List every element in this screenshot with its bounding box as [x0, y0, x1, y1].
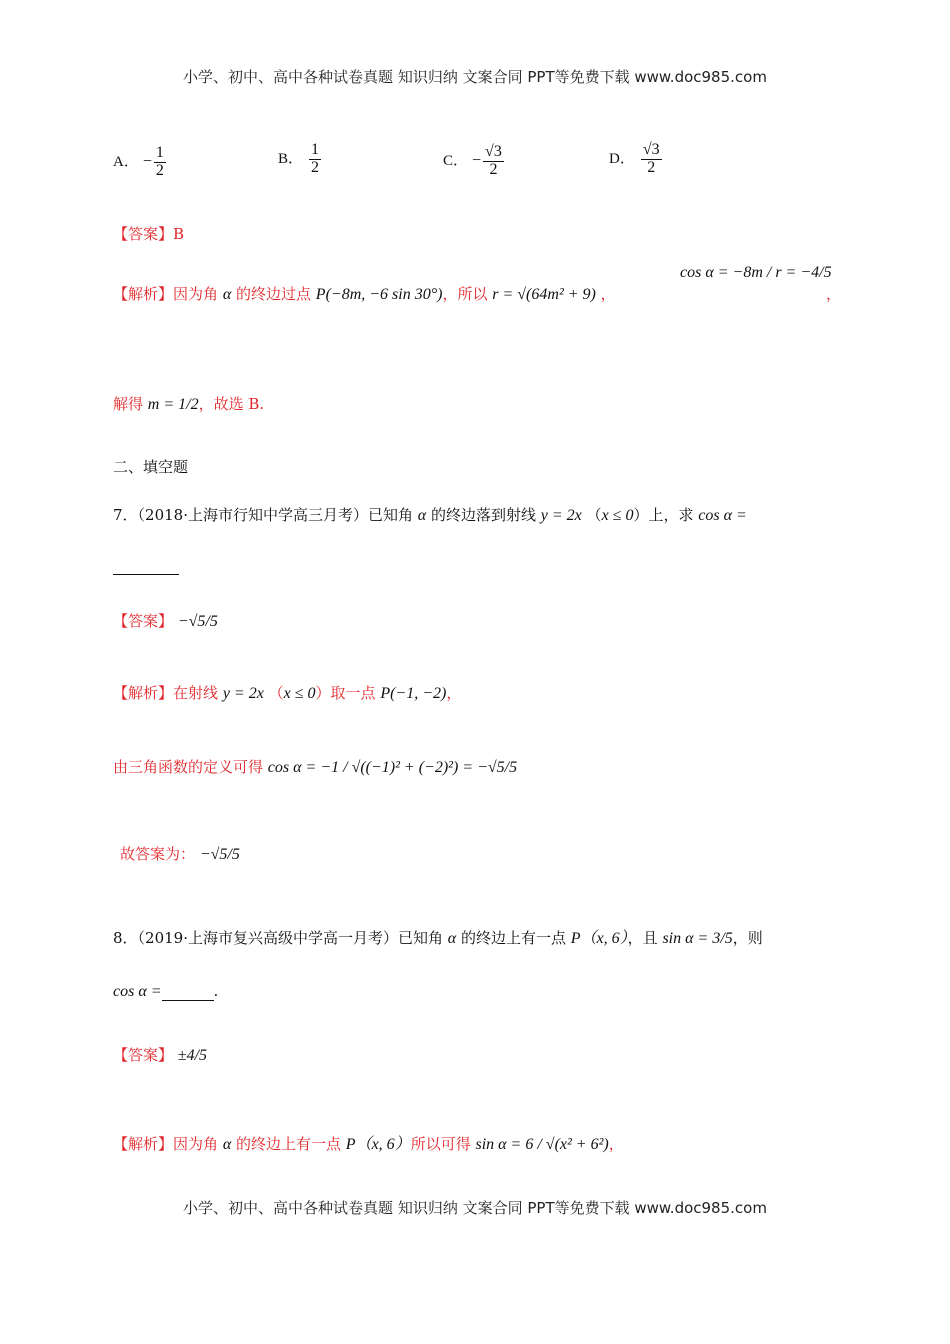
q7-analysis: 【解析】在射线 y = 2x （x ≤ 0）取一点 P(−1, −2)，: [113, 684, 462, 702]
q8-ask: cos α = .: [113, 982, 219, 1000]
option-c: C． − $\frac{√3}{2}$: [443, 143, 502, 178]
sin-def-expr: sin α = 6 / √(x² + 6²): [475, 1136, 609, 1153]
q7-question: 7．（2018·上海市行知中学高三月考）已知角 α 的终边落到射线 y = 2x （x ≤ 0）上，求 cos α =: [113, 506, 747, 524]
q7-answer: 【答案】 −√5/5: [113, 612, 218, 630]
comma: ，: [826, 285, 842, 303]
q6-solve: 解得 m = 1/2，故选 B.: [113, 395, 265, 413]
answer-blank: [113, 556, 179, 575]
cos-expr: cos α = −8m / r = −4/5: [680, 264, 832, 281]
section-title: 二、填空题: [113, 458, 189, 476]
sin-expr: sin α = 3/5: [662, 930, 733, 947]
option-a: A． − $\frac{1}{2}$: [113, 144, 164, 179]
m-expr: m = 1/2: [147, 396, 199, 413]
option-d: D． $\frac{√3}{2}$: [609, 141, 660, 176]
answer-tag: 【答案】: [113, 225, 174, 243]
q8-analysis: 【解析】因为角 α 的终边上有一点 P（x, 6）所以可得 sin α = 6 / √(x² + 6²)，: [113, 1135, 624, 1153]
cos-def-expr: cos α = −1 / √((−1)² + (−2)²) = −√5/5: [267, 759, 518, 776]
option-b: B． $\frac{1}{2}$: [278, 141, 320, 176]
q7-definition: 由三角函数的定义可得 cos α = −1 / √((−1)² + (−2)²) = −√5/5: [113, 758, 518, 776]
page-header: 小学、初中、高中各种试卷真题 知识归纳 文案合同 PPT等免费下载 www.doc985.com: [183, 68, 767, 86]
q6-analysis: 【解析】因为角 α 的终边过点 P(−8m, −6 sin 30°)，所以 r = √(64m² + 9) ，: [113, 285, 616, 303]
r-expr: r = √(64m² + 9): [492, 286, 596, 303]
q8-question: 8．（2019·上海市复兴高级中学高一月考）已知角 α 的终边上有一点 P（x, 6），且 sin α = 3/5，则: [113, 929, 763, 947]
q8-answer: 【答案】 ±4/5: [113, 1046, 208, 1064]
point-expr: P(−8m, −6 sin 30°): [315, 286, 443, 303]
answer-value: B: [173, 225, 185, 243]
q7-final: 故答案为： −√5/5: [120, 845, 240, 863]
q6-answer: [113, 223, 184, 244]
page-footer: 小学、初中、高中各种试卷真题 知识归纳 文案合同 PPT等免费下载 www.doc985.com: [183, 1199, 767, 1217]
